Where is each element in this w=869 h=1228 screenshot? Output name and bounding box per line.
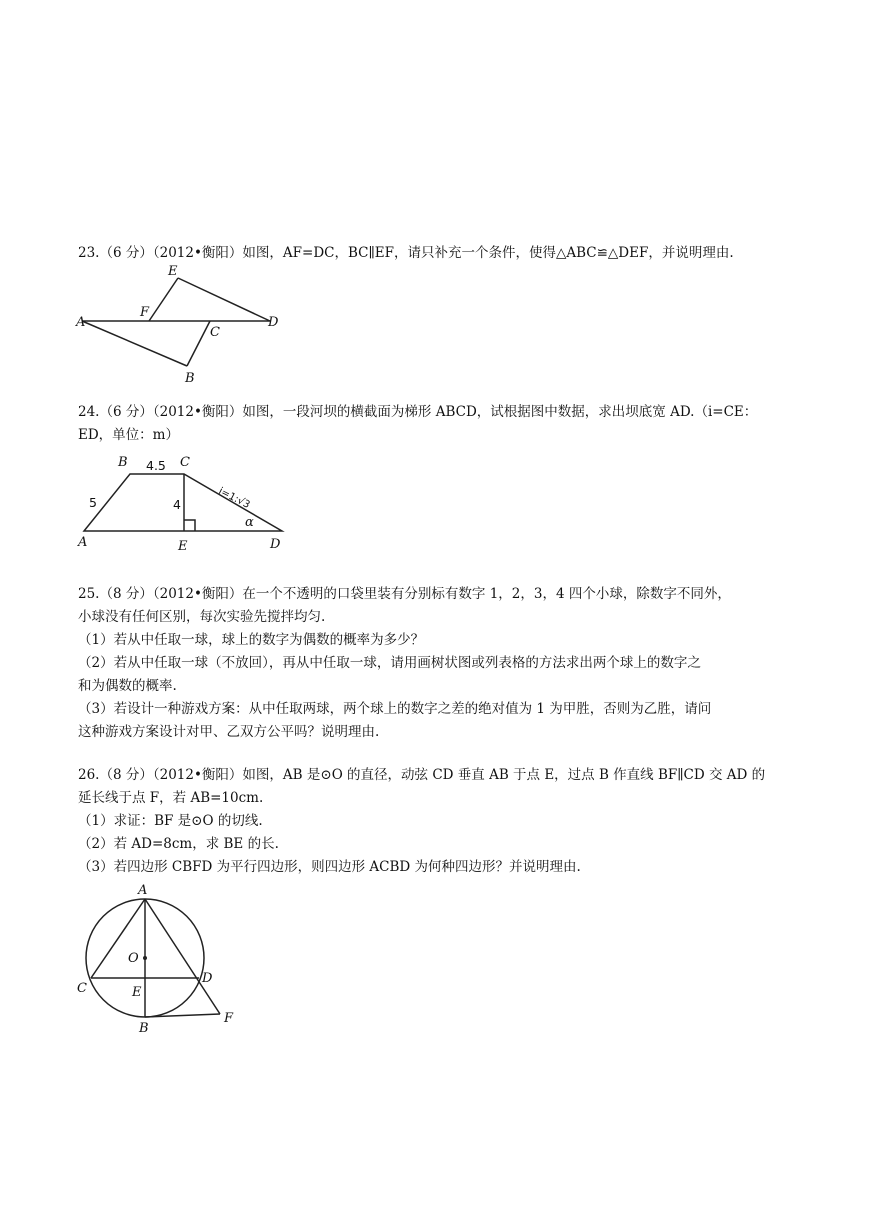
q24-figure: [72, 448, 292, 553]
q24-label-ab-length: 5: [89, 495, 97, 510]
q24-label-d: D: [270, 537, 281, 552]
q26-line3: （1）求证：BF 是⊙O 的切线.: [78, 813, 263, 829]
q25-line6: （3）若设计一种游戏方案：从中任取两球，两个球上的数字之差的绝对值为 1 为甲胜，否则为乙胜，请问: [78, 701, 712, 717]
q24-label-e: E: [178, 539, 188, 554]
q23-label-e: E: [168, 264, 178, 279]
q24-label-a: A: [78, 535, 88, 550]
q23-label-f: F: [140, 305, 150, 320]
q26-label-o: O: [128, 951, 139, 966]
q24-line2: ED，单位：m）: [78, 427, 179, 443]
q25-line1: 25.（8 分）（2012•衡阳）在一个不透明的口袋里装有分别标有数字 1，2，3，4 四个小球，除数字不同外，: [78, 586, 731, 602]
q26-line1: 26.（8 分）（2012•衡阳）如图，AB 是⊙O 的直径，动弦 CD 垂直 AB 于点 E，过点 B 作直线 BF∥CD 交 AD 的: [78, 767, 766, 783]
q26-figure: [72, 880, 247, 1040]
q26-line4: （2）若 AD=8cm，求 BE 的长.: [78, 836, 279, 852]
q24-label-b: B: [118, 455, 128, 470]
q23-label-d: D: [268, 315, 279, 330]
q26-label-f: F: [224, 1011, 234, 1026]
q23-text: 23.（6 分）（2012•衡阳）如图，AF=DC，BC∥EF，请只补充一个条件，使得△ABC≌△DEF，并说明理由.: [78, 245, 734, 261]
q24-label-alpha: α: [245, 515, 254, 530]
q23-label-b: B: [185, 371, 195, 386]
q26-label-d: D: [202, 971, 213, 986]
q26-label-a: A: [138, 883, 148, 898]
q23-label-c: C: [210, 325, 220, 340]
q23-label-a: A: [76, 315, 86, 330]
q25-line4: （2）若从中任取一球（不放回），再从中任取一球，请用画树状图或列表格的方法求出两个球上的数字之: [78, 655, 701, 671]
q24-label-c: C: [180, 455, 190, 470]
q24-label-bc-length: 4.5: [146, 458, 166, 473]
q26-label-c: C: [77, 981, 87, 996]
q26-label-b: B: [139, 1021, 149, 1036]
q24-line1: 24.（6 分）（2012•衡阳）如图，一段河坝的横截面为梯形 ABCD，试根据图中数据，求出坝底宽 AD.（i=CE：: [78, 404, 758, 420]
q24-label-slope: i=1:√3: [216, 485, 252, 511]
q25-line2: 小球没有任何区别，每次实验先搅拌均匀.: [78, 609, 326, 625]
q23-figure: [70, 258, 290, 386]
q26-line2: 延长线于点 F，若 AB=10cm.: [78, 790, 264, 806]
q24-label-ce-length: 4: [173, 497, 181, 512]
q26-line5: （3）若四边形 CBFD 为平行四边形，则四边形 ACBD 为何种四边形？并说明理由.: [78, 859, 581, 875]
q25-line3: （1）若从中任取一球，球上的数字为偶数的概率为多少？: [78, 632, 425, 648]
q25-line5: 和为偶数的概率.: [78, 678, 177, 694]
q26-label-e: E: [132, 985, 142, 1000]
q25-line7: 这种游戏方案设计对甲、乙双方公平吗？说明理由.: [78, 724, 380, 740]
